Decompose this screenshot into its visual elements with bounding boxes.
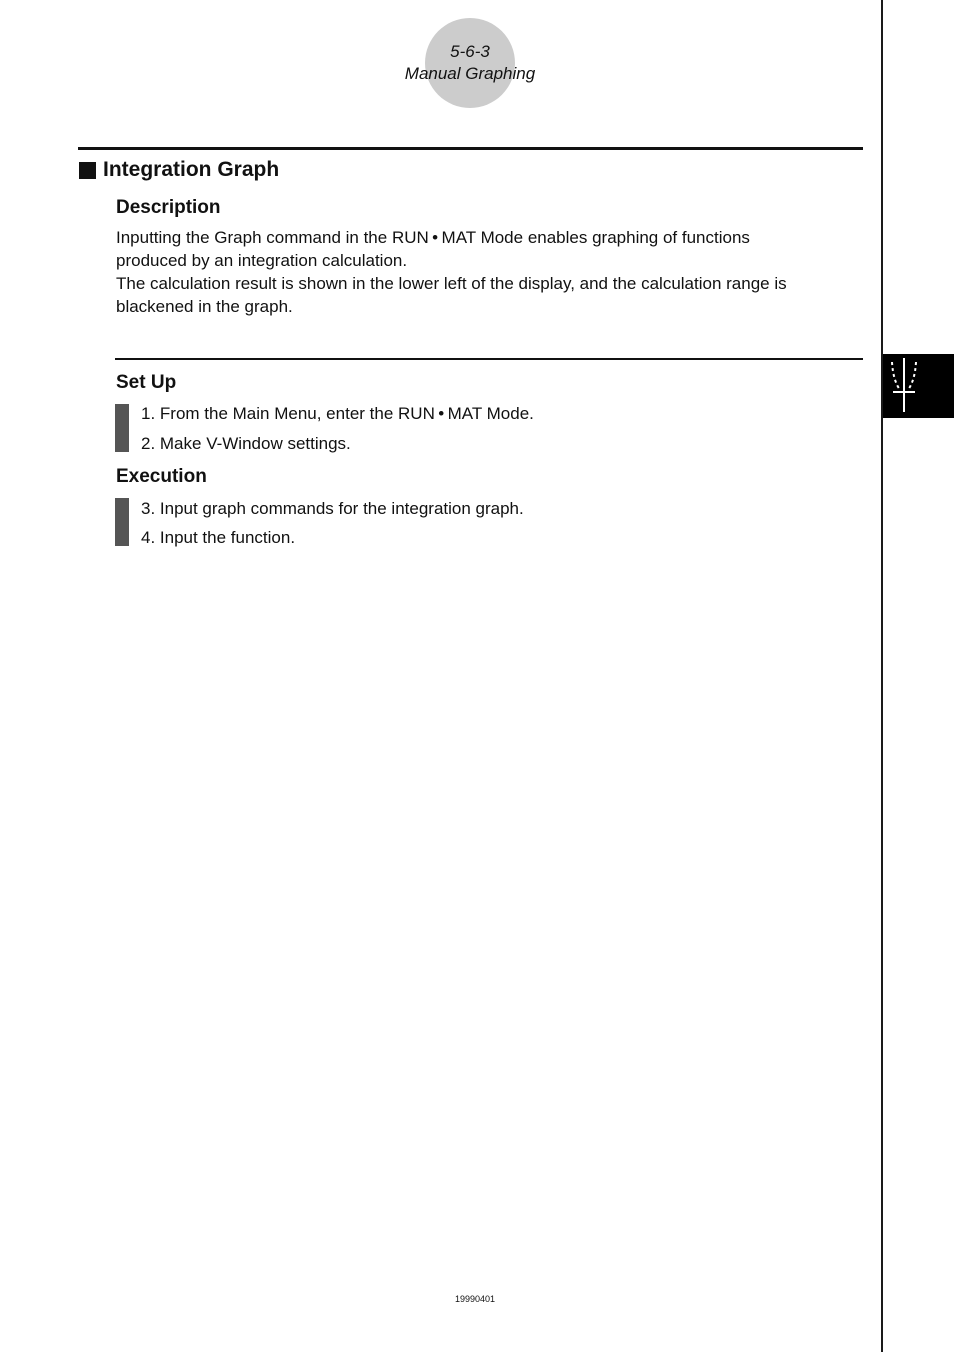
section-square-bullet-icon	[79, 162, 96, 179]
section-title: Integration Graph	[103, 158, 280, 181]
description-line: blackened in the graph.	[116, 297, 293, 316]
description-line: The calculation result is shown in the lower left of the display, and the calculation range is	[116, 274, 787, 293]
description-heading: Description	[116, 197, 221, 218]
footer-code: 19990401	[454, 1294, 496, 1304]
setup-steps-marker-bar	[115, 404, 129, 452]
page-right-edge-rule	[881, 0, 883, 1352]
setup-step: 2. Make V-Window settings.	[141, 434, 351, 453]
execution-heading: Execution	[116, 466, 207, 487]
page-number-badge	[425, 18, 515, 108]
setup-divider	[115, 358, 863, 360]
execution-steps-marker-bar	[115, 498, 129, 546]
description-line: Inputting the Graph command in the RUN • MAT Mode enables graphing of functions	[116, 228, 750, 247]
graph-mode-icon	[883, 354, 954, 418]
setup-heading: Set Up	[116, 372, 177, 393]
page-number: 5-6-3	[450, 42, 490, 61]
chapter-section-title: Manual Graphing	[404, 64, 536, 83]
setup-step: 1. From the Main Menu, enter the RUN • MAT Mode.	[141, 404, 534, 423]
execution-step: 3. Input graph commands for the integration graph.	[141, 499, 524, 518]
chapter-side-tab	[883, 354, 954, 418]
execution-step: 4. Input the function.	[141, 528, 296, 547]
description-line: produced by an integration calculation.	[116, 251, 408, 270]
section-top-rule	[78, 147, 863, 150]
